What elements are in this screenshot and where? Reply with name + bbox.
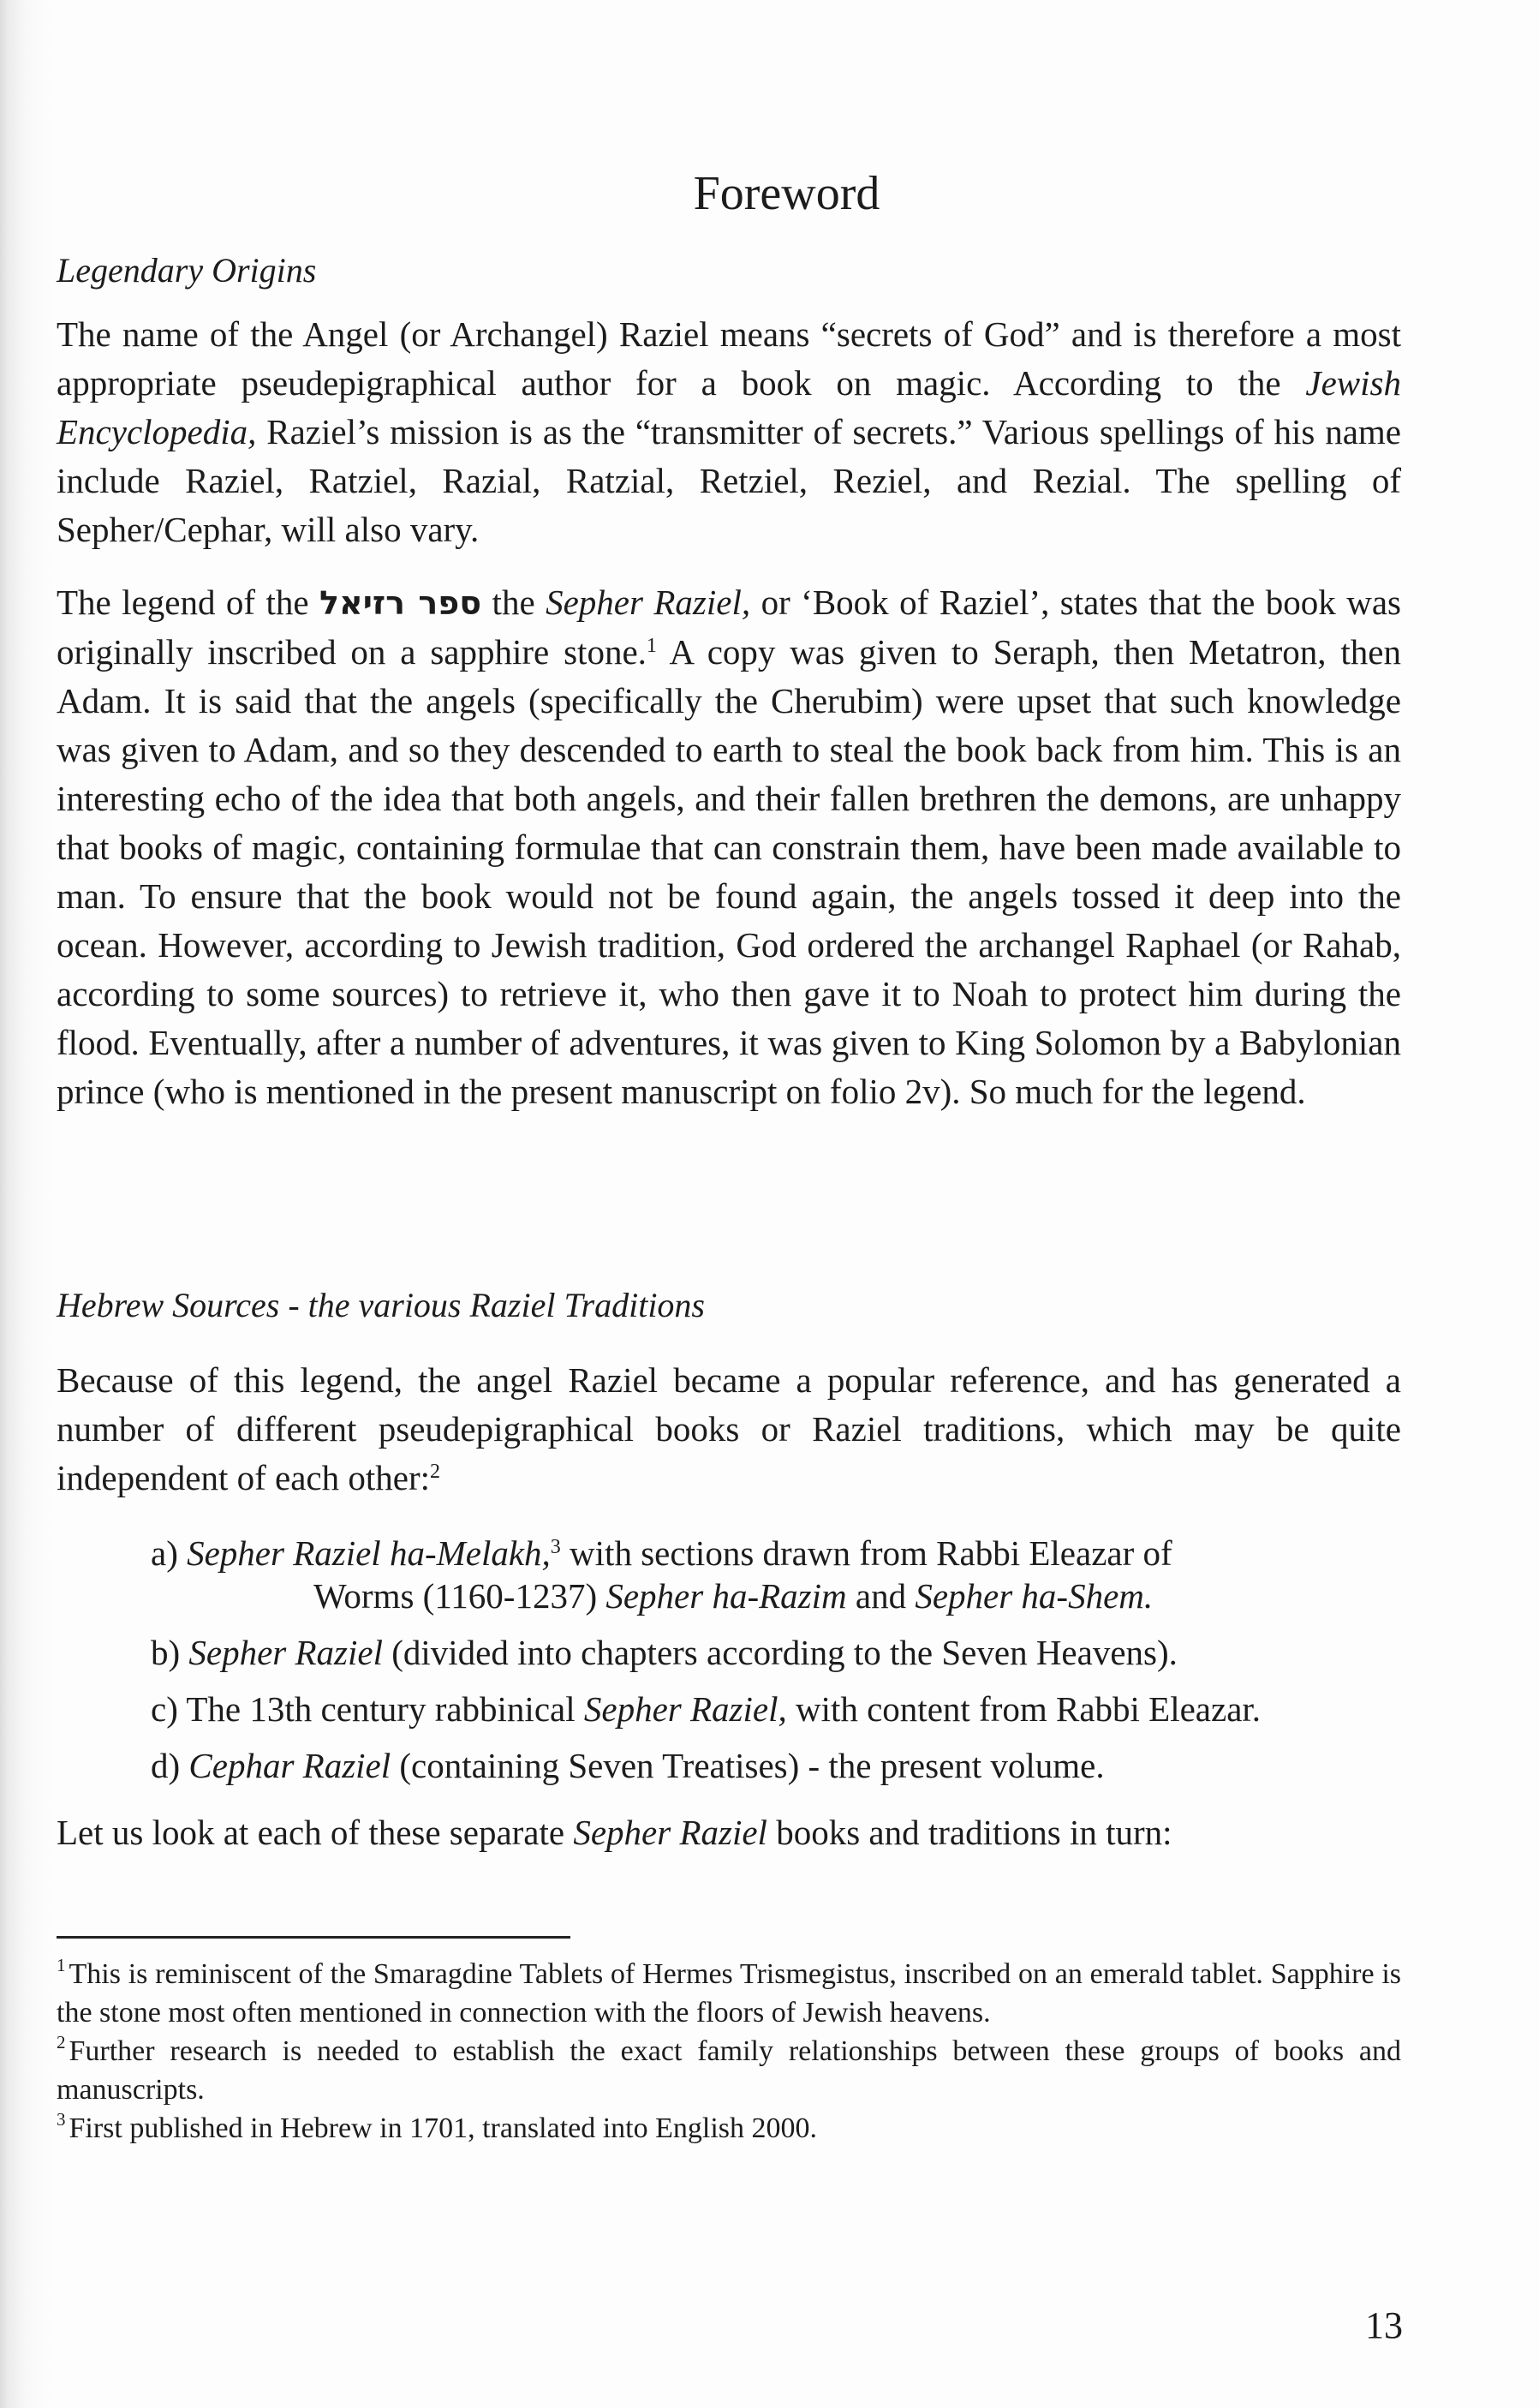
paragraph-raziel-traditions <box>57 1356 1401 1503</box>
paragraph-text: The legend of the <box>57 583 320 622</box>
paragraph-text: the <box>481 583 546 622</box>
footnote-text: Further research is needed to establish the exact family relationships between these groups of books and manuscripts. <box>57 2035 1401 2106</box>
paragraph-legend <box>57 578 1401 1116</box>
list-item <box>151 1688 1401 1730</box>
italic-title: Sepher Raziel, <box>583 1689 787 1729</box>
list-item <box>151 1744 1401 1787</box>
list-marker: c) <box>151 1689 178 1729</box>
italic-title: Sepher ha-Razim <box>605 1576 847 1616</box>
list-item-text: Worms (1160-1237) <box>313 1576 606 1616</box>
paragraph-text: A copy was given to Seraph, then Metatron, then Adam. It is said that the angels (specifically the Cherubim) were upset that such knowledge was given to Adam, and so they descended to earth to steal the book back from him. This is an interesting echo of the idea that both angels, and their fallen brethren the demons, are unhappy that books of magic, containing formulae that can constrain them, have been made available to man. To ensure that the book would not be found again, the angels tossed it deep into the ocean. However, according to Jewish tradition, God ordered the archangel Raphael (or Rahab, according to some sources) to retrieve it, who then gave it to Noah to protect him during the flood. Eventually, after a number of adventures, it was given to King Solomon by a Babylonian prince (who is mentioned in the present manuscript on folio 2v). So much for the legend. <box>57 632 1402 1111</box>
list-item <box>151 1631 1401 1674</box>
paragraph-closing <box>57 1808 1401 1857</box>
footnote-number: 1 <box>57 1955 66 1975</box>
italic-title: Cephar Raziel <box>188 1746 391 1785</box>
book-gutter-shadow <box>0 0 51 2408</box>
list-marker: d) <box>151 1746 181 1785</box>
paragraph-text: The name of the Angel (or Archangel) Raziel means “secrets of God” and is therefore a most appropriate pseudepigraphical author for a book on magic. According to the <box>57 314 1401 403</box>
page-number: 13 <box>1365 2304 1403 2346</box>
italic-title: Sepher Raziel ha-Melakh, <box>187 1533 551 1573</box>
italic-title: Sepher ha-Shem. <box>915 1576 1154 1616</box>
paragraph-text: Because of this legend, the angel Raziel became a popular reference, and has generated a number of different pseudepigraphical books or Raziel traditions, which may be quite independent of each other: <box>57 1360 1401 1497</box>
list-item-text: (containing Seven Treatises) - the present volume. <box>391 1746 1105 1785</box>
raziel-traditions-list <box>151 1532 1401 1801</box>
list-marker: a) <box>151 1533 178 1573</box>
hebrew-title-sefer-raziel: ספר רזיאל <box>319 584 482 622</box>
section-heading-legendary-origins: Legendary Origins <box>57 251 317 290</box>
italic-title-sepher-raziel: Sepher Raziel <box>573 1813 767 1852</box>
footnote-3 <box>57 2109 1401 2148</box>
list-item-text: and <box>846 1576 916 1616</box>
footnote-text: This is reminiscent of the Smaragdine Tablets of Hermes Trismegistus, inscribed on an emerald tablet. Sapphire is the stone most often mentioned in connection with the floors of Jewish heavens. <box>57 1958 1401 2029</box>
footnote-number: 2 <box>57 2032 66 2052</box>
footnote-ref-3[interactable]: 3 <box>550 1536 561 1558</box>
footnote-ref-2[interactable]: 2 <box>430 1461 441 1483</box>
footnote-1 <box>57 1955 1401 2032</box>
list-marker: b) <box>151 1633 181 1672</box>
footnote-ref-1[interactable]: 1 <box>646 635 657 657</box>
italic-title-jewish-encyclopedia: Jewish Encyclopedia, <box>57 363 1401 451</box>
list-item <box>151 1532 1401 1617</box>
list-item-continuation <box>151 1574 1401 1617</box>
footnote-2 <box>57 2032 1401 2109</box>
list-item-text: with sections drawn from Rabbi Eleazar of <box>560 1533 1172 1573</box>
page-title: Foreword <box>693 167 880 220</box>
list-item-text: The 13th century rabbinical <box>177 1689 584 1729</box>
italic-title: Sepher Raziel <box>188 1633 383 1672</box>
paragraph-raziel-name <box>57 310 1401 554</box>
footnote-text: First published in Hebrew in 1701, translated into English 2000. <box>69 2112 818 2144</box>
footnote-divider <box>57 1936 570 1939</box>
paragraph-text: Let us look at each of these separate <box>57 1813 574 1852</box>
paragraph-text: Raziel’s mission is as the “transmitter of secrets.” Various spellings of his name include Raziel, Ratziel, Razial, Ratzial, Retziel, Reziel, and Rezial. The spelling of Sepher/Cephar, will also vary. <box>57 412 1401 549</box>
paragraph-text: books and traditions in turn: <box>767 1813 1172 1852</box>
footnote-number: 3 <box>57 2109 66 2130</box>
paragraph-text: or ‘Book of Raziel’, states that the book was originally inscribed on a sapphire stone. <box>57 583 1401 672</box>
italic-title-sepher-raziel: Sepher Raziel, <box>546 583 751 622</box>
footnotes <box>57 1955 1401 2148</box>
section-heading-hebrew-sources: Hebrew Sources - the various Raziel Traditions <box>57 1286 705 1324</box>
list-item-text: with content from Rabbi Eleazar. <box>786 1689 1262 1729</box>
list-item-text: (divided into chapters according to the Seven Heavens). <box>383 1633 1178 1672</box>
